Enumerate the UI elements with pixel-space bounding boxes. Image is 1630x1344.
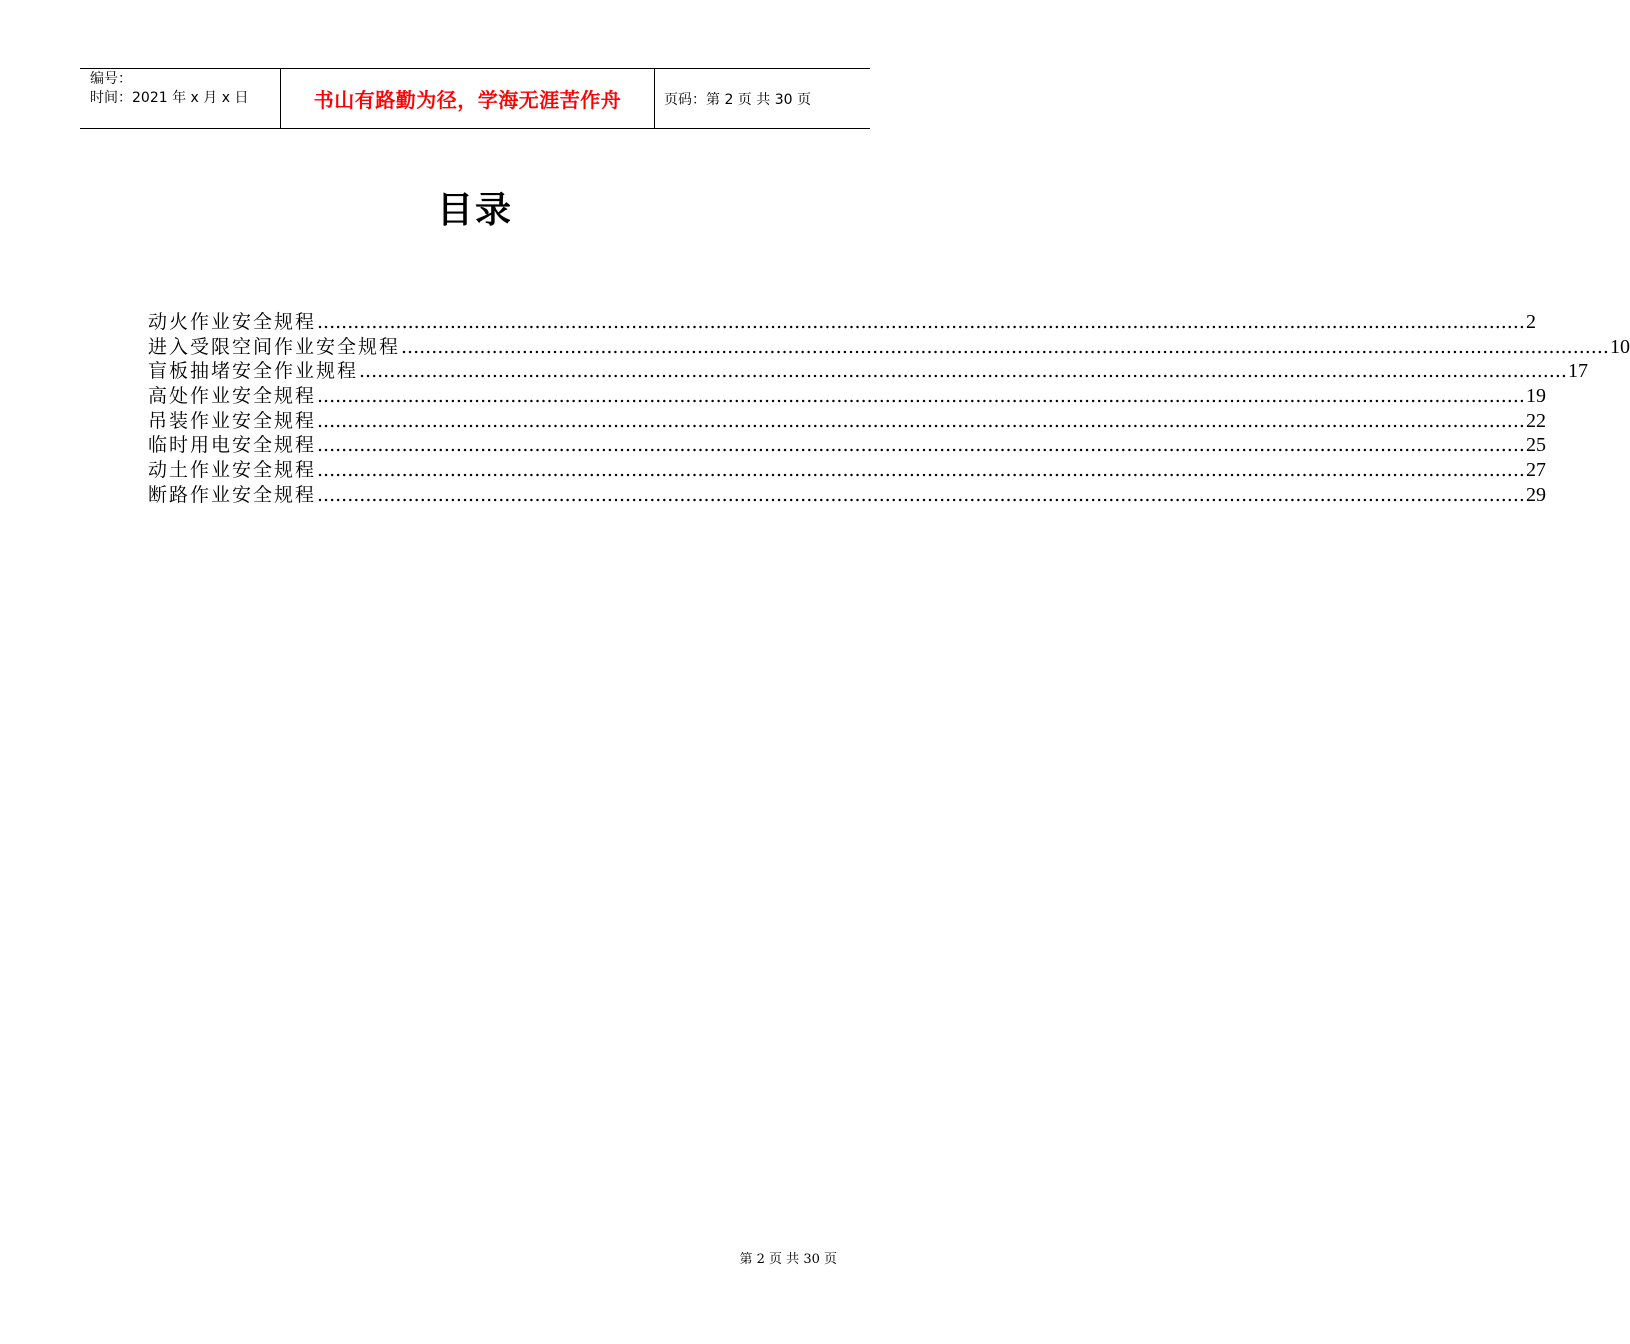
toc-entry-page: 29 bbox=[1525, 483, 1546, 506]
toc-leader-dots: ........................................................................................................................................................................................................ bbox=[317, 483, 1525, 506]
toc-leader-dots: ........................................................................................................................................................................................................ bbox=[317, 409, 1525, 432]
page-header bbox=[80, 68, 870, 129]
header-time-label: 时间：2021 年 x 月 x 日 bbox=[90, 90, 249, 106]
toc-leader-dots: ........................................................................................................................................................................................................ bbox=[317, 385, 1525, 408]
toc-leader-dots: ........................................................................................................................................................................................................ bbox=[317, 434, 1525, 457]
toc-entry-page: 22 bbox=[1525, 409, 1546, 432]
toc-entry[interactable] bbox=[148, 458, 1546, 483]
toc-entry-page: 10 bbox=[1609, 335, 1630, 358]
toc-entry-label: 高处作业安全规程 bbox=[148, 385, 317, 408]
toc-entry[interactable] bbox=[148, 359, 1588, 384]
header-motto: 书山有路勤为径，学海无涯苦作舟 bbox=[313, 88, 622, 112]
toc-entry[interactable] bbox=[148, 335, 1630, 360]
toc-entry-page: 25 bbox=[1525, 434, 1546, 457]
table-of-contents bbox=[148, 310, 1630, 508]
header-meta-cell bbox=[80, 69, 281, 128]
toc-entry[interactable] bbox=[148, 310, 1536, 335]
page-footer: 第 2 页 共 30 页 bbox=[739, 1252, 837, 1267]
toc-entry[interactable] bbox=[148, 483, 1546, 508]
toc-entry-page: 27 bbox=[1525, 459, 1546, 482]
toc-entry-label: 断路作业安全规程 bbox=[148, 483, 317, 506]
header-page-info: 页码：第 2 页 共 30 页 bbox=[664, 91, 811, 108]
header-page-cell bbox=[655, 69, 870, 128]
toc-leader-dots: ........................................................................................................................................................................................................ bbox=[317, 311, 1525, 333]
toc-entry-label: 进入受限空间作业安全规程 bbox=[148, 335, 401, 358]
toc-entry-page: 2 bbox=[1525, 311, 1536, 333]
toc-entry-label: 盲板抽堵安全作业规程 bbox=[148, 360, 359, 383]
toc-entry[interactable] bbox=[148, 433, 1546, 458]
toc-entry-label: 动土作业安全规程 bbox=[148, 459, 317, 482]
page-title: 目录 bbox=[436, 190, 513, 231]
toc-entry-label: 临时用电安全规程 bbox=[148, 434, 317, 457]
toc-leader-dots: ........................................................................................................................................................................................................ bbox=[401, 335, 1609, 358]
toc-entry[interactable] bbox=[148, 409, 1546, 434]
toc-entry-page: 17 bbox=[1567, 360, 1588, 383]
toc-leader-dots: ........................................................................................................................................................................................................ bbox=[359, 360, 1567, 383]
toc-entry-label: 动火作业安全规程 bbox=[148, 311, 317, 333]
toc-entry-page: 19 bbox=[1525, 385, 1546, 408]
toc-leader-dots: ........................................................................................................................................................................................................ bbox=[317, 459, 1525, 482]
header-number-label: 编号： bbox=[90, 71, 132, 87]
toc-entry-label: 吊装作业安全规程 bbox=[148, 409, 317, 432]
toc-entry[interactable] bbox=[148, 384, 1546, 409]
header-motto-cell bbox=[281, 69, 655, 128]
